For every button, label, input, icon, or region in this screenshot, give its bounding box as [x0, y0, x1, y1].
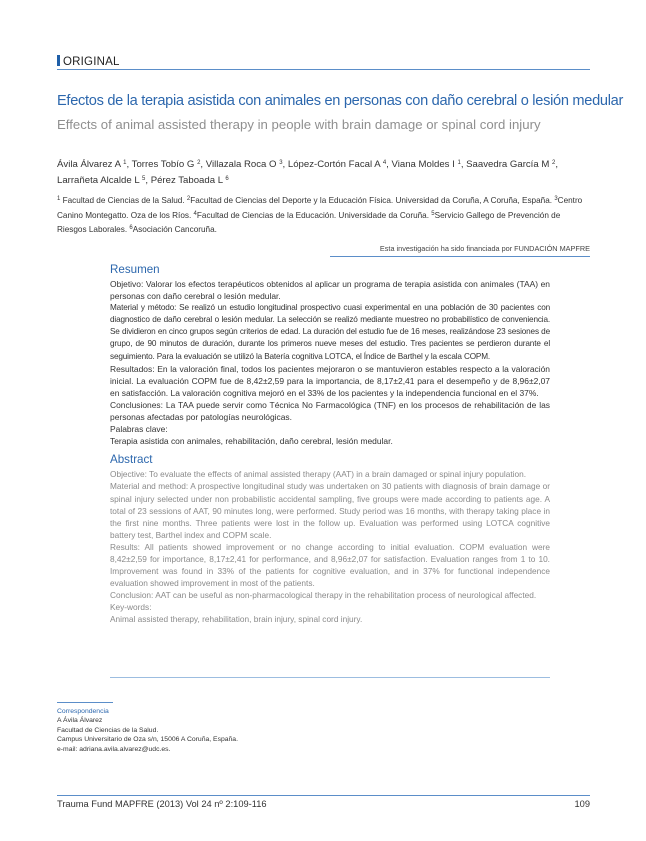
correspondence-line: Facultad de Ciencias de la Salud. [57, 726, 159, 734]
author-sup: 2 [552, 160, 556, 166]
resumen-resultados: Resultados: En la valoración final, todos los pacientes mejoraron o se mantuvieron estables respecto a la valoración inicial. La evaluación COPM fue de 8,42±2,59 para la importancia, de 8,17±2,41 para el desempeño y de 8,96±2,07 en satisfacción. La valoración cognitiva mejoró en el 33% de los pacientes y la independencia funcional en el 37%. [110, 363, 550, 398]
affiliation: Centro Canino Montegatto. Oza de los Ríos. [57, 196, 583, 220]
abstract-heading: Abstract [110, 453, 153, 467]
affiliation: Facultad de Ciencias de la Educación. Universidade da Coruña. [196, 210, 432, 220]
section-label [57, 55, 120, 68]
author: Larrañeta Alcalde L [57, 175, 140, 186]
header-rule [57, 69, 590, 70]
section-text: ORIGINAL [63, 56, 120, 68]
correspondence-rule [57, 702, 113, 703]
affil-sup: 2 [186, 196, 191, 202]
correspondence-line: A Ávila Álvarez [57, 717, 103, 725]
resumen-keywords-label: Palabras clave: [110, 424, 168, 435]
abstract-keywords: Animal assisted therapy, rehabilitation, brain injury, spinal cord injury. [110, 614, 363, 625]
abstract-box [110, 263, 550, 626]
abstract-results: Results: All patients showed improvement or no change according to initial evaluation. COPM evaluation were 8,42±2,59 for importance, 8,17±2,41 for performance, and 8,96±2,07 for satisfaction. Evaluation ranges from 1 to 10. Improvement was found in 33% of the patients for cognitive evaluation, and in 37% for functional independence evaluation showed improvement in most of the patients. [110, 541, 550, 589]
affiliation: Facultad de Ciencias de la Salud. [60, 196, 187, 205]
abstract-keywords-label: Key-words: [110, 602, 152, 613]
affil-sup: 1 [57, 196, 61, 202]
author-sup: 1 [457, 160, 461, 166]
author: López-Cortón Facal A [287, 159, 381, 170]
author-sup: 6 [225, 176, 229, 182]
resumen-heading: Resumen [110, 263, 160, 276]
author: Villazala Roca O [205, 159, 277, 170]
author: Saavedra García M [466, 159, 550, 170]
title-spanish: Efectos de la terapia asistida con animales en personas con daño cerebral o lesión medular [57, 93, 624, 109]
author: Pérez Taboada L [150, 175, 223, 186]
affil-sup: 3 [554, 196, 558, 202]
title-english: Effects of animal assisted therapy in people with brain damage or spinal cord injury [57, 117, 541, 132]
resumen-conclusiones: Conclusiones: La TAA puede servir como Técnica No Farmacológica (TNF) en los procesos de rehabilitación de las personas afectadas por patologías neurológicas. [110, 399, 550, 423]
correspondence-email: e-mail: adriana.avila.alvarez@udc.es. [57, 745, 171, 753]
author-list: Ávila Álvarez A $^1$, Torres Tobío G $^2$, Villazala Roca O $^3$, López-Cortón Facal A $^4$, Viana Moldes I $^1$, Saavedra García M $^2$, Larrañeta Alcalde L $^5$, Pérez Taboada L $^6$ [57, 159, 559, 186]
correspondence-line: Campus Universitario de Oza s/n, 15006 A Coruña, España. [57, 736, 238, 744]
page-number: 109 [574, 799, 590, 809]
affiliation: Servicio Gallego de Prevención de Riesgos Laborales. [57, 210, 561, 235]
footer-rule [57, 795, 590, 796]
affil-sup: 5 [431, 210, 435, 217]
resumen-keywords: Terapia asistida con animales, rehabilitación, daño cerebral, lesión medular. [110, 436, 393, 447]
funding-rule [330, 256, 590, 257]
abstract-conclusion: Conclusion: AAT can be useful as non-pharmacological therapy in the rehabilitation process of neurological affected. [110, 590, 537, 601]
abstract-objective: Objective: To evaluate the effects of animal assisted therapy (AAT) in a brain damaged or spinal injury population. [110, 469, 526, 480]
affiliations [57, 193, 590, 237]
abstract-method: Material and method: A prospective longitudinal study was undertaken on 30 patients with diagnosis of brain damage or spinal injury selected under non probabilistic accidental sampling, five groups were made according to patients age. A total of 23 sessions of AAT, 90 minutes long, were performed. Study period was 16 months, with therapy taking place in the first nine months. Three patients were lost in the follow up. Evaluation was performed using LOTCA cognitive battery test, Barthel index and COPM scale. [110, 481, 550, 540]
author-sup: 5 [142, 176, 146, 182]
author: Viana Moldes I [391, 159, 455, 170]
resumen-metodo: Material y método: Se realizó un estudio longitudinal prospectivo cuasi experimental en una población de 30 pacientes con diagnostico de daño cerebral o lesión medular. La selección se realizó mediante muestreo no probabilístico de conveniencia. Se dividieron en cinco grupos según criterios de edad. La duración del estudio fue de 16 meses, realizándose 23 sesiones de grupo, de 90 minutos de duración, durante los primeros nueve meses del estudio. Tres pacientes se perdieron durante el seguimiento. Para la evaluación se utilizó la Batería cognitiva LOTCA, el Índice de Barthel y la escala COPM. [110, 303, 550, 361]
affil-sup: 6 [129, 225, 133, 232]
affil-sup: 4 [193, 210, 197, 217]
abstract-bottom-rule [110, 677, 550, 678]
funding-note: Esta investigación ha sido financiada por FUNDACIÓN MAPFRE [379, 244, 590, 253]
section-bar [57, 55, 60, 66]
correspondence-title: Correspondencia [57, 708, 109, 715]
author-sup: 2 [197, 160, 201, 166]
author-sup: 4 [382, 160, 387, 166]
author: Ávila Álvarez A [57, 159, 121, 170]
affiliation: Asociación Cancoruña. [132, 225, 217, 235]
author: Torres Tobío G [131, 159, 195, 170]
journal-citation: Trauma Fund MAPFRE (2013) Vol 24 nº 2:109-116 [57, 799, 267, 809]
affiliation: Facultad de Ciencias del Deporte y la Educación Física. Universidad da Coruña, A Coruña, España. [190, 196, 555, 205]
correspondence [57, 707, 357, 754]
author-sup: 3 [279, 160, 283, 166]
resumen-objetivo: Objetivo: Valorar los efectos terapéuticos obtenidos al aplicar un programa de terapia asistida con animales (TAA) en personas con daño cerebral o lesión medular. [110, 279, 550, 302]
author-sup: 1 [123, 160, 127, 166]
